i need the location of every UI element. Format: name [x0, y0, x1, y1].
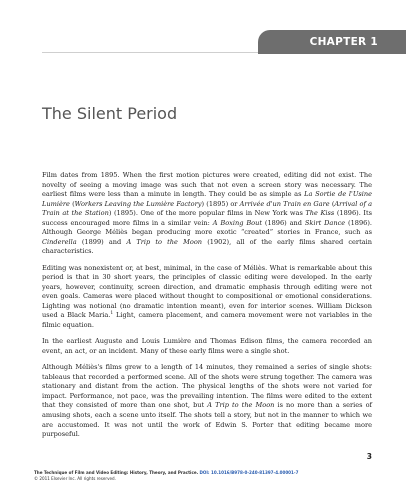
paragraph-3: In the earliest Auguste and Louis Lumière and Thomas Edison films, the camera recorded an event, an act, or an incident. Many of these early films were a single shot.: [42, 337, 372, 355]
paragraph-2: Editing was nonexistent or, at best, minimal, in the case of Méliès. What is remarkable about this period is that in 30 short years, the principles of classic editing were developed. In the early years, however, continuity, screen direction, and dramatic emphasis through editing were not even goals. Cameras were placed without thought to compositional or emotional considerations. Lighting was notional (no dramatic intention meant), even for interior scenes. William Dickson used a Black Maria.$^1$ Light, camera placement, and camera movement were not variables in the filmic equation.: [42, 263, 372, 329]
footer: [34, 470, 394, 482]
page-number: 3: [366, 452, 372, 461]
chapter-body: [42, 171, 372, 446]
chapter-label: CHAPTER 1: [258, 30, 406, 54]
footer-copyright: © 2011 Elsevier Inc. All rights reserved.: [34, 476, 116, 481]
chapter-title: The Silent Period: [42, 104, 178, 123]
paragraph-4: Although Méliès's films grew to a length of 14 minutes, they remained a series of single shots: tableaus that recorded a performed scene. All of the shots were strung together. The camera was stationary and distant from the action. The physical lengths of the shots were not varied for impact. Performance, not pace, was the prevailing intention. The films were edited to the extent that they consisted of more than one shot, but A Trip to the Moon is no more than a series of amusing shots, each a scene unto itself. The shots tell a story, but not in the manner to which we are accustomed. It was not until the work of Edwin S. Porter that editing became more purposeful.: [42, 363, 372, 439]
footnote-marker[interactable]: 1: [110, 311, 114, 317]
chapter-header-rule: [42, 52, 258, 53]
paragraph-1: Film dates from 1895. When the first motion pictures were created, editing did not exist. The novelty of seeing a moving image was such that not even a screen story was necessary. The earliest films were less than a minute in length. They could be as simple as La Sortie de l'Usine Lumière (Workers Leaving the Lumière Factory) (1895) or Arrivée d'un Train en Gare (Arrival of a Train at the Station) (1895). One of the more popular films in New York was The Kiss (1896). Its success encouraged more films in a similar vein: A Boxing Bout (1896) and Skirt Dance (1896). Although George Méliès began producing more exotic “created” stories in France, such as Cinderella (1899) and A Trip to the Moon (1902), all of the early films shared certain characteristics.: [42, 171, 372, 256]
footer-citation: The Technique of Film and Video Editing: History, Theory, and Practice.: [34, 470, 199, 475]
footer-doi-link[interactable]: DOI: 10.1016/B978-0-240-81397-4.00001-7: [199, 470, 299, 475]
